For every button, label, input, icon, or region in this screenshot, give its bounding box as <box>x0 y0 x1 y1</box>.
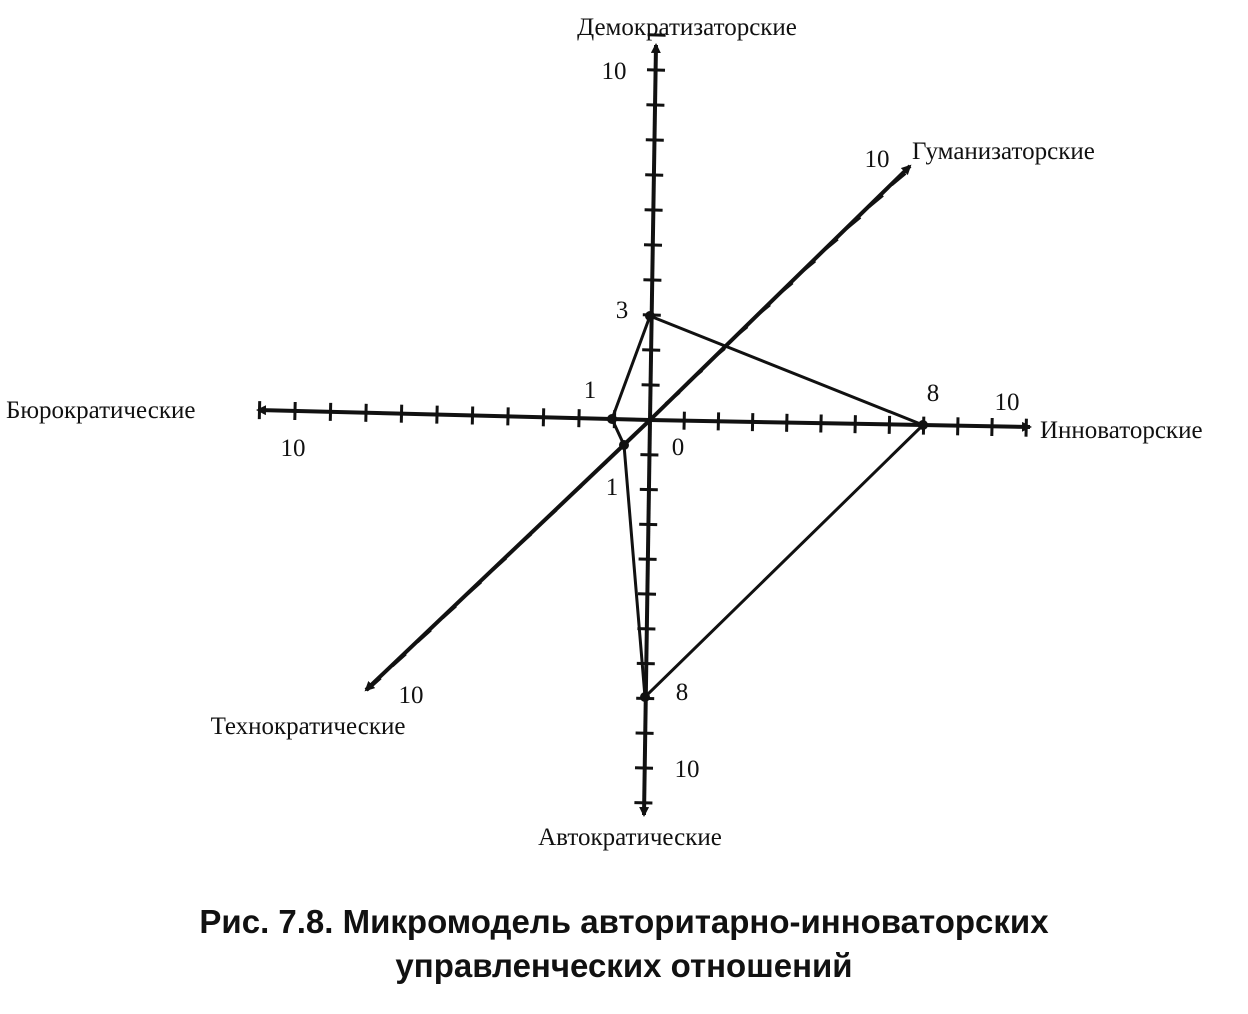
max-label-humanistic: 10 <box>864 146 890 173</box>
tick-technocratic <box>417 630 430 642</box>
axis-label-democratic: Демократизаторские <box>577 14 797 41</box>
value-label-bureaucratic: 1 <box>583 377 597 404</box>
axis-label-autocratic: Автократические <box>538 824 722 851</box>
max-label-democratic: 10 <box>601 58 627 85</box>
tick-technocratic <box>392 654 405 666</box>
tick-humanistic <box>756 305 770 316</box>
tick-technocratic <box>443 606 456 618</box>
tick-humanistic <box>734 327 748 338</box>
caption-line-2: управленческих отношений <box>395 947 853 984</box>
axis-bureaucratic <box>258 410 650 420</box>
max-label-technocratic: 10 <box>398 682 424 709</box>
axis-label-innovative: Инноваторские <box>1040 417 1203 444</box>
tick-humanistic <box>666 392 680 403</box>
axis-autocratic <box>644 420 650 815</box>
vertex-democratic <box>645 311 655 321</box>
value-label-innovative: 8 <box>926 380 940 407</box>
axis-innovative <box>650 420 1030 427</box>
profile-vertices <box>607 311 928 702</box>
axis-technocratic <box>366 420 650 690</box>
max-label-autocratic: 10 <box>674 756 700 783</box>
value-label-democratic: 3 <box>615 297 629 324</box>
profile-polygon <box>612 316 923 697</box>
caption-line-1: Рис. 7.8. Микромодель авторитарно-инноваторских <box>199 903 1049 940</box>
tick-technocratic <box>493 558 506 570</box>
axis-democratic <box>650 45 656 420</box>
tick-humanistic <box>688 371 702 382</box>
tick-technocratic <box>568 486 581 498</box>
axis-label-humanistic: Гуманизаторские <box>912 138 1095 165</box>
axis-label-bureaucratic: Бюрократические <box>6 397 196 424</box>
max-label-bureaucratic: 10 <box>280 435 306 462</box>
tick-humanistic <box>779 283 793 294</box>
tick-humanistic <box>711 349 725 360</box>
vertex-autocratic <box>640 692 650 702</box>
origin-label: 0 <box>671 434 685 461</box>
vertex-technocratic <box>619 440 629 450</box>
value-label-autocratic: 8 <box>675 679 689 706</box>
figure-caption <box>0 900 1248 988</box>
tick-technocratic <box>593 462 606 474</box>
vertex-innovative <box>918 420 928 430</box>
tick-technocratic <box>543 510 556 522</box>
axis-label-technocratic: Технократические <box>210 713 406 740</box>
max-label-innovative: 10 <box>994 389 1020 416</box>
tick-technocratic <box>518 534 531 546</box>
tick-technocratic <box>468 582 481 594</box>
value-label-technocratic: 1 <box>605 474 619 501</box>
vertex-bureaucratic <box>607 414 617 424</box>
